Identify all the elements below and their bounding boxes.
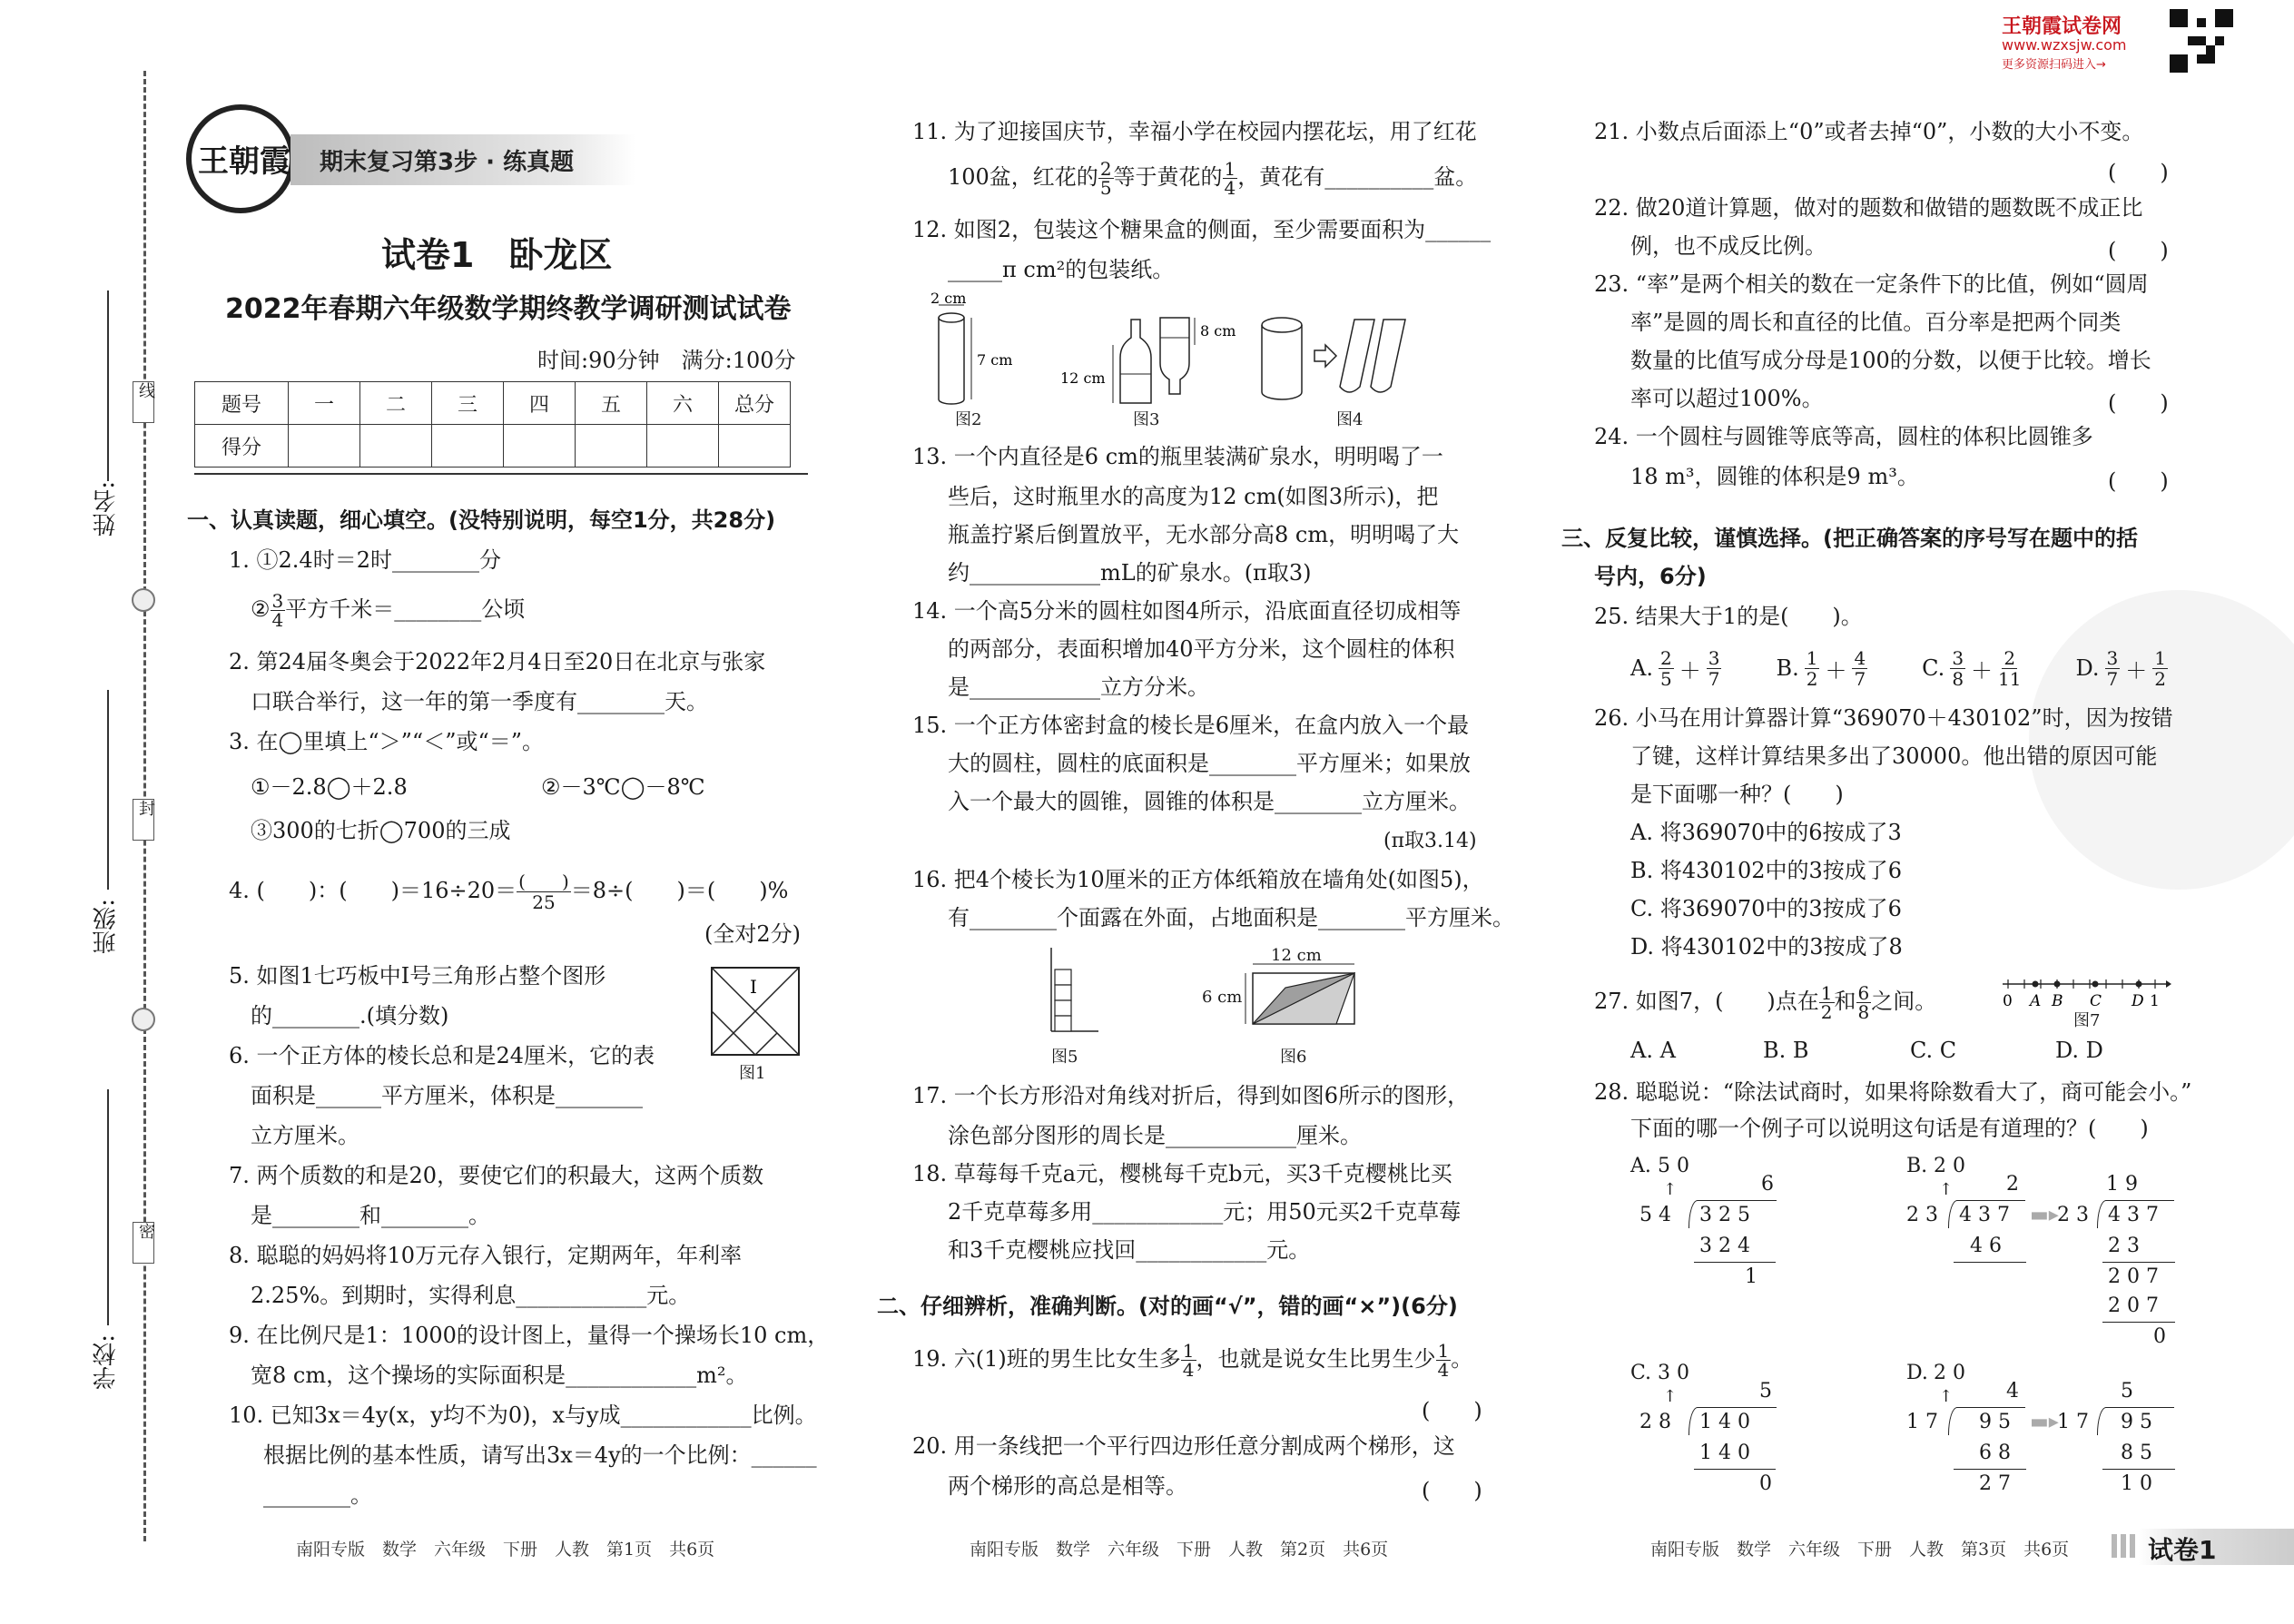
svg-text:8 cm: 8 cm <box>1200 322 1236 340</box>
score-cell[interactable] <box>289 425 360 468</box>
question-16: 16. 把4个棱长为10厘米的正方体纸箱放在墙角处(如图5)， <box>912 867 1484 892</box>
answer-paren-20[interactable]: ( ) <box>1422 1478 1482 1503</box>
question-16-cont: 有________个面露在外面，占地面积是________平方厘米。 <box>948 905 1514 930</box>
question-1: 1. ①2.4时＝2时________分 <box>229 547 501 573</box>
question-4: 4. ( )：( )＝16÷20＝ ( ) 25 ＝8÷( )＝( )% <box>229 871 789 913</box>
footer-page-3: 南阳专版 数学 六年级 下册 人教 第3页 共6页 <box>1650 1540 2070 1560</box>
question-23-cont: 率”是圆的周长和直径的比值。百分率是把两个同类 <box>1630 310 2122 335</box>
q28-option-d[interactable]: D. 2 0 ↑ 4 1 7 9 5 6 8 2 7 ▬▸ 5 1 7 9 5 8 5 1 0 <box>1906 1362 2179 1516</box>
question-12: 12. 如图2，包装这个糖果盒的侧面，至少需要面积为______ <box>912 217 1492 242</box>
q25-option-c[interactable]: C. 3 8 ＋ 2 11 <box>1922 646 2022 690</box>
brand-note: 更多资源扫码进入→ <box>2002 58 2106 72</box>
logo-name: 王朝霞 <box>198 143 290 180</box>
question-15-note: (π取3.14) <box>1383 830 1477 852</box>
q28-option-b[interactable]: B. 2 0 ↑ 2 2 3 4 3 7 4 6 ▬▸ 1 9 2 3 4 3 7 2 3 2 0 7 2 0 7 0 <box>1906 1155 2179 1354</box>
question-3: 3. 在◯里填上“＞”“＜”或“＝”。 <box>229 729 545 754</box>
fig2-caption: 图2 <box>955 410 982 429</box>
name-field[interactable] <box>107 290 109 481</box>
question-8-cont: 2.25%。到期时，实得利息____________元。 <box>251 1283 691 1308</box>
brand-url: www.wzxsjw.com <box>2002 36 2127 54</box>
score-cell[interactable] <box>576 425 647 468</box>
question-14: 14. 一个高5分米的圆柱如图4所示，沿底面直径切成相等 <box>912 598 1462 624</box>
svg-text:12 cm: 12 cm <box>1060 369 1106 387</box>
question-10: 10. 已知3x＝4y(x，y均不为0)，x与y成____________比例。 <box>229 1403 817 1428</box>
footer-dots-icon <box>2112 1534 2135 1558</box>
question-13-cont3: 约____________mL的矿泉水。(π取3) <box>948 560 1312 586</box>
tangram-label: Ⅰ <box>750 976 757 998</box>
question-11-cont: 100盆，红花的 $\frac{2}{5}$ 等于黄花的 $\frac{1}{4}$ ，黄花有__________盆。 <box>948 158 1478 199</box>
question-3-item3: ③300的七折◯700的三成 <box>251 818 511 843</box>
paper-title: 试卷1 卧龙区 <box>381 235 613 275</box>
question-19: 19. 六(1)班的男生比女生多 $\frac{1}{4}$ ，也就是说女生比男生少 $\frac{1}{4}$ 。 <box>912 1340 1473 1381</box>
class-label: 班级: <box>93 899 120 954</box>
question-4-note: (全对2分) <box>704 921 801 947</box>
question-6-cont2: 立方厘米。 <box>251 1123 359 1148</box>
question-23-cont3: 率可以超过100%。 <box>1630 386 1824 411</box>
time-info: 时间:90分钟 满分:100分 <box>537 348 796 373</box>
svg-text:2 cm: 2 cm <box>930 292 967 307</box>
question-3-item1: ①－2.8◯＋2.8 <box>251 774 408 800</box>
fig7-caption: 图7 <box>2073 1011 2101 1030</box>
tangram-figure <box>710 966 801 1057</box>
binding-hole-1 <box>132 588 155 612</box>
question-25: 25. 结果大于1的是( )。 <box>1594 604 1863 629</box>
question-1b: ② $\frac{3}{4}$ 平方千米＝________公顷 <box>251 590 526 631</box>
brand-name: 王朝霞试卷网 <box>2002 15 2122 38</box>
score-cell[interactable] <box>504 425 576 468</box>
question-13-cont2: 瓶盖拧紧后倒置放平，无水部分高8 cm，明明喝了大 <box>948 522 1460 547</box>
question-28-cont: 下面的哪一个例子可以说明这句话是有道理的？( ) <box>1630 1116 2149 1141</box>
answer-paren-21[interactable]: ( ) <box>2108 160 2169 185</box>
q25-options <box>1630 641 2175 695</box>
question-9-cont: 宽8 cm，这个操场的实际面积是____________m²。 <box>251 1363 748 1388</box>
question-17: 17. 一个长方形沿对角线对折后，得到如图6所示的图形， <box>912 1083 1470 1108</box>
question-6: 6. 一个正方体的棱长总和是24厘米，它的表 <box>229 1043 655 1068</box>
question-15-cont2: 入一个最大的圆锥，圆锥的体积是________立方厘米。 <box>948 789 1471 814</box>
watermark-circle <box>2029 590 2294 890</box>
question-24-cont: 18 m³，圆锥的体积是9 m³。 <box>1630 464 1919 489</box>
question-26-cont: 了键，这样计算结果多出了30000。他出错的原因可能 <box>1630 743 2158 769</box>
section-1-title: 一、认真读题，细心填空。(没特别说明，每空1分，共28分) <box>187 507 776 533</box>
q25-option-d[interactable]: D. 3 7 ＋ 1 2 <box>2075 646 2166 690</box>
question-18-cont2: 和3千克樱桃应找回____________元。 <box>948 1237 1311 1263</box>
question-26: 26. 小马在用计算器计算“369070＋430102”时，因为按错 <box>1594 705 2173 731</box>
fig5-caption: 图5 <box>1051 1048 1078 1067</box>
fig6-caption: 图6 <box>1280 1048 1307 1067</box>
q26-option-a[interactable]: A. 将369070中的6按成了3 <box>1630 820 1902 845</box>
binding-hole-2 <box>132 1008 155 1031</box>
score-header: 一 <box>289 382 360 425</box>
question-26-cont2: 是下面哪一种？( ) <box>1630 782 1844 807</box>
question-22: 22. 做20道计算题，做对的题数和做错的题数既不成正比 <box>1594 195 2143 221</box>
question-18-cont: 2千克草莓多用____________元；用50元买2千克草莓 <box>948 1199 1462 1225</box>
school-field[interactable] <box>107 1089 109 1325</box>
school-label: 学校: <box>93 1334 120 1390</box>
question-13: 13. 一个内直径是6 cm的瓶里装满矿泉水，明明喝了一 <box>912 444 1443 469</box>
q27-option-b[interactable]: B. B <box>1763 1038 1809 1063</box>
q26-option-b[interactable]: B. 将430102中的3按成了6 <box>1630 858 1903 883</box>
score-cell[interactable] <box>360 425 432 468</box>
question-21: 21. 小数点后面添上“0”或者去掉“0”，小数的大小不变。 <box>1594 119 2144 144</box>
question-24: 24. 一个圆柱与圆锥等底等高，圆柱的体积比圆锥多 <box>1594 424 2093 449</box>
svg-text:D: D <box>2132 992 2144 1009</box>
score-header: 总分 <box>719 382 791 425</box>
question-12-cont: _____π cm²的包装纸。 <box>948 257 1175 282</box>
question-5: 5. 如图1七巧板中Ⅰ号三角形占整个图形 <box>229 963 606 989</box>
question-10-cont: 根据比例的基本性质，请写出3x＝4y的一个比例：______ <box>263 1442 817 1468</box>
question-22-cont: 例，也不成反比例。 <box>1630 233 1826 259</box>
question-23-cont2: 数量的比值写成分母是100的分数，以便于比较。增长 <box>1630 348 2151 373</box>
svg-text:7 cm: 7 cm <box>977 351 1013 369</box>
question-14-cont2: 是____________立方分米。 <box>948 674 1209 700</box>
question-2-cont: 口联合举行，这一年的第一季度有________天。 <box>251 689 708 714</box>
fig4-caption: 图4 <box>1336 410 1364 429</box>
question-27: 27. 如图7，( )点在 $\frac{1}{2}$ 和 $\frac{6}{8}$ 之间。 <box>1594 982 1937 1023</box>
answer-paren-23[interactable]: ( ) <box>2108 390 2169 416</box>
question-2: 2. 第24届冬奥会于2022年2月4日至20日在北京与张家 <box>229 649 766 674</box>
question-15-cont: 大的圆柱，圆柱的底面积是________平方厘米；如果放 <box>948 751 1471 776</box>
score-cell[interactable] <box>719 425 791 468</box>
q26-option-c[interactable]: C. 将369070中的3按成了6 <box>1630 896 1902 921</box>
answer-paren-24[interactable]: ( ) <box>2108 468 2169 494</box>
score-table <box>194 381 791 468</box>
score-header: 二 <box>360 382 432 425</box>
class-field[interactable] <box>107 690 109 890</box>
q27-option-a[interactable]: A. A <box>1630 1038 1676 1063</box>
fig1-caption: 图1 <box>739 1064 766 1083</box>
section-3-title-cont: 号内，6分) <box>1594 564 1707 589</box>
binding-mark-line: 线 <box>133 381 154 423</box>
question-15: 15. 一个正方体密封盒的棱长是6厘米，在盒内放入一个最 <box>912 713 1470 738</box>
footer-page-2: 南阳专版 数学 六年级 下册 人教 第2页 共6页 <box>970 1540 1389 1560</box>
number-line-figure <box>1999 973 2171 1009</box>
score-header: 五 <box>576 382 647 425</box>
score-header: 六 <box>647 382 719 425</box>
question-11: 11. 为了迎接国庆节，幸福小学在校园内摆花坛，用了红花 <box>912 119 1477 144</box>
score-row-label: 得分 <box>195 425 289 468</box>
fig6-height: 6 cm <box>1202 988 1243 1007</box>
question-20-cont: 两个梯形的高总是相等。 <box>948 1473 1187 1499</box>
table-divider <box>194 473 808 475</box>
answer-paren-22[interactable]: ( ) <box>2108 238 2169 263</box>
question-14-cont: 的两部分，表面积增加40平方分米，这个圆柱的体积 <box>948 636 1455 662</box>
score-cell[interactable] <box>432 425 504 468</box>
binding-mark-secret: 密 <box>133 1222 154 1264</box>
q28-option-c[interactable]: C. 3 0 ↑ 5 2 8 1 4 0 1 4 0 0 <box>1630 1362 1821 1507</box>
question-23: 23. “率”是两个相关的数在一定条件下的比值，例如“圆周 <box>1594 271 2149 297</box>
svg-text:B: B <box>2052 992 2063 1009</box>
question-6-cont: 面积是______平方厘米，体积是________ <box>251 1083 643 1108</box>
score-header: 题号 <box>195 382 289 425</box>
paper-subtitle: 2022年春期六年级数学期终教学调研测试试卷 <box>225 293 792 325</box>
question-7-cont: 是________和________。 <box>251 1203 490 1228</box>
header-badge: 期末复习第3步 · 练真题 <box>320 149 575 176</box>
q28-option-a[interactable]: A. 5 0 ↑ 6 5 4 3 2 5 3 2 4 1 <box>1630 1155 1821 1300</box>
question-5-cont: 的________.(填分数) <box>251 1003 449 1029</box>
footer-page-1: 南阳专版 数学 六年级 下册 人教 第1页 共6页 <box>296 1540 715 1560</box>
binding-mark-seal: 封 <box>133 799 154 841</box>
fig6-width: 12 cm <box>1271 946 1322 965</box>
question-9: 9. 在比例尺是1：1000的设计图上，量得一个操场长10 cm， <box>229 1323 830 1348</box>
question-3-item2: ②－3℃◯－8℃ <box>541 774 705 800</box>
name-label: 姓名: <box>93 481 120 536</box>
paper-tag: 试卷1 <box>2148 1535 2217 1565</box>
q25-option-b[interactable]: B. 1 2 ＋ 4 7 <box>1776 646 1866 690</box>
question-20: 20. 用一条线把一个平行四边形任意分割成两个梯形，这 <box>912 1433 1455 1459</box>
fig3-caption: 图3 <box>1133 410 1160 429</box>
answer-paren-19[interactable]: ( ) <box>1422 1398 1482 1423</box>
svg-text:0: 0 <box>2003 992 2013 1009</box>
question-8: 8. 聪聪的妈妈将10万元存入银行，定期两年，年利率 <box>229 1243 743 1268</box>
section-3-title: 三、反复比较，谨慎选择。(把正确答案的序号写在题中的括 <box>1561 526 2138 551</box>
q27-option-c[interactable]: C. C <box>1910 1038 1957 1063</box>
svg-text:A: A <box>2030 992 2042 1009</box>
q26-option-d[interactable]: D. 将430102中的3按成了8 <box>1630 934 1903 960</box>
svg-text:1: 1 <box>2150 992 2160 1009</box>
q27-option-d[interactable]: D. D <box>2055 1038 2103 1063</box>
svg-text:C: C <box>2090 992 2102 1009</box>
question-17-cont: 涂色部分图形的周长是____________厘米。 <box>948 1123 1362 1148</box>
score-header: 三 <box>432 382 504 425</box>
question-10-cont2: ________。 <box>263 1482 372 1508</box>
section-2-title: 二、仔细辨析，准确判断。(对的画“√”，错的画“×”)(6分) <box>877 1294 1458 1319</box>
question-7: 7. 两个质数的和是20，要使它们的积最大，这两个质数 <box>229 1163 764 1188</box>
qr-code-icon[interactable] <box>2170 9 2233 73</box>
score-cell[interactable] <box>647 425 719 468</box>
score-header: 四 <box>504 382 576 425</box>
q25-option-a[interactable]: A. 2 5 ＋ 3 7 <box>1630 646 1720 690</box>
question-13-cont: 些后，这时瓶里水的高度为12 cm(如图3所示)，把 <box>948 484 1439 509</box>
question-18: 18. 草莓每千克a元，樱桃每千克b元，买3千克樱桃比买 <box>912 1161 1452 1186</box>
question-28: 28. 聪聪说：“除法试商时，如果将除数看大了，商可能会小。” <box>1594 1079 2192 1105</box>
